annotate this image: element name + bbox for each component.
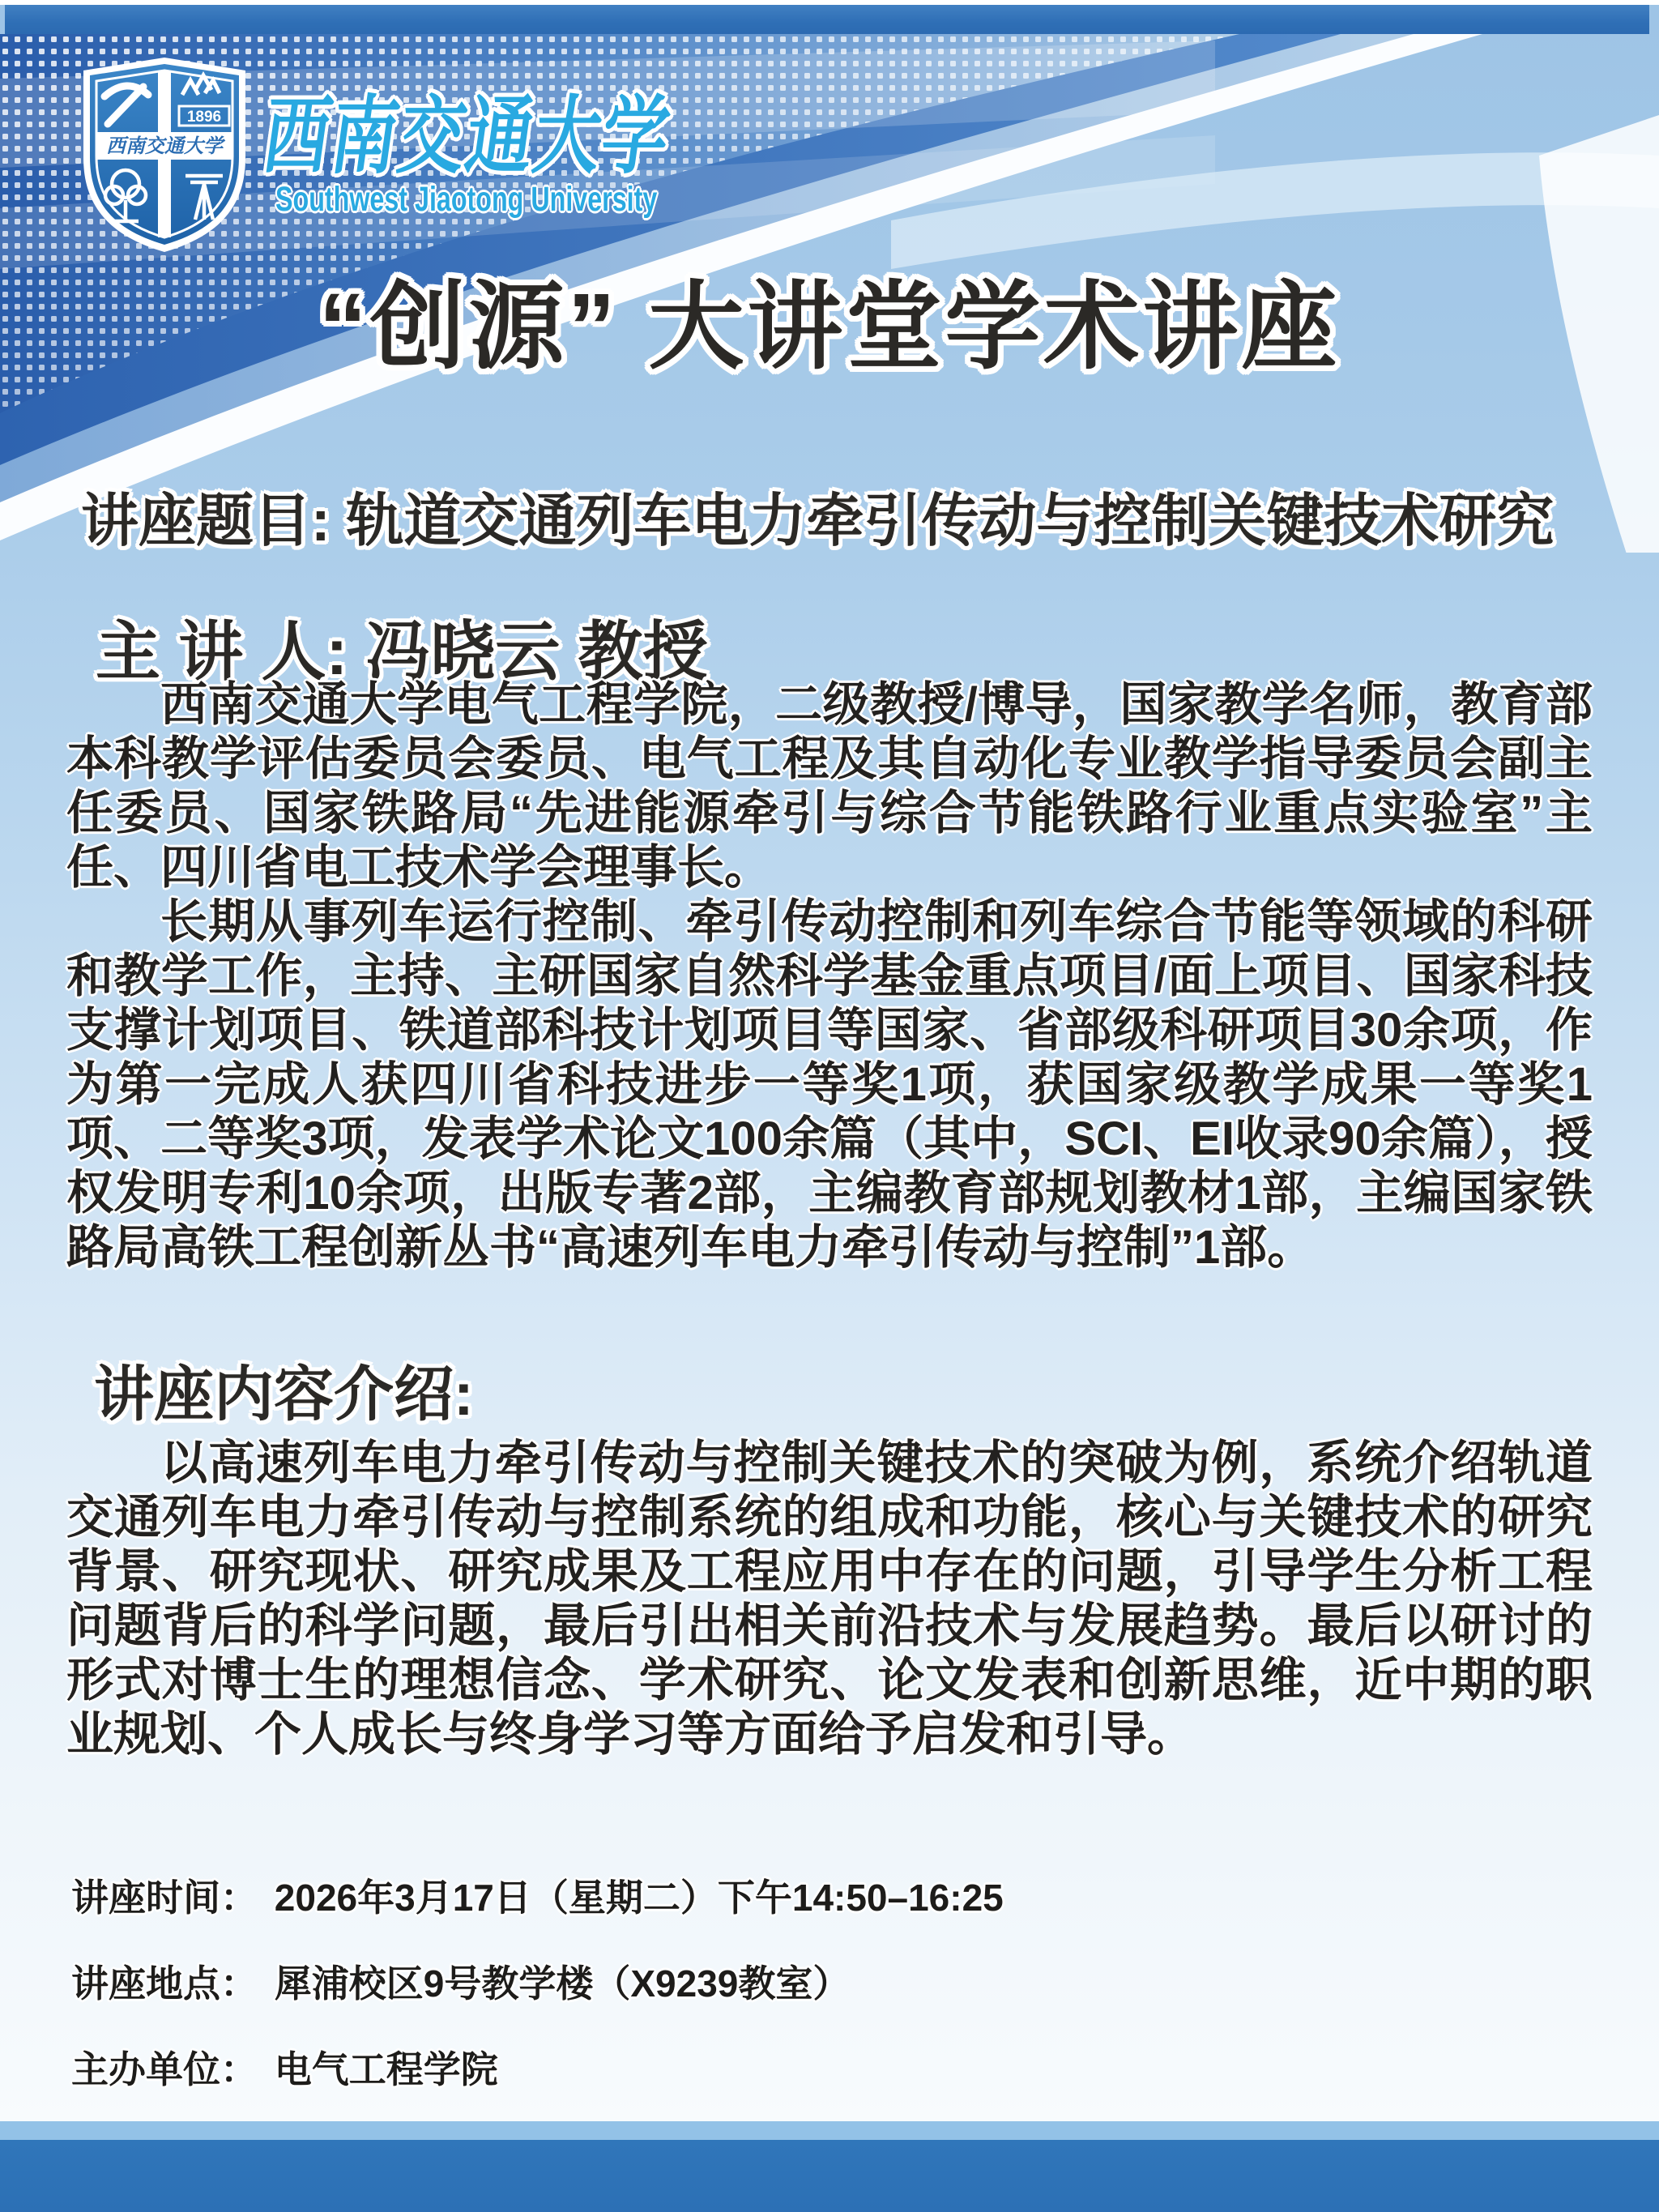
crest-year: 1896	[186, 109, 222, 126]
speaker-label: 主 讲 人:	[96, 616, 348, 688]
time-value: 2026年3月17日（星期二）下午14:50–16:25	[274, 1877, 1004, 1919]
organizer-value: 电气工程学院	[274, 2048, 498, 2090]
detail-row-time	[71, 1868, 1004, 1922]
footer-blue-band	[0, 2140, 1659, 2212]
section-header-content-intro: 讲座内容介绍:	[94, 1360, 474, 1428]
speaker-bio	[66, 677, 1593, 1275]
topic-label: 讲座题目:	[81, 489, 331, 553]
content-paragraph: 以高速列车电力牵引传动与控制关键技术的突破为例，系统介绍轨道交通列车电力牵引传动与控制系统的组成和功能，核心与关键技术的研究背景、研究现状、研究成果及工程应用中存在的问题，引导学生分析工程问题背后的科学问题，最后引出相关前沿技术与发展趋势。最后以研讨的形式对博士生的理想信念、学术研究、论文发表和创新思维，近中期的职业规划、个人成长与终身学习等方面给予启发和引导。	[66, 1437, 1593, 1761]
speaker-name: 冯晓云 教授	[365, 616, 708, 688]
place-value: 犀浦校区9号教学楼（X9239教室）	[274, 1962, 851, 2005]
footer-light-strip	[0, 2121, 1659, 2140]
top-bar	[5, 5, 1649, 34]
place-label: 讲座地点：	[71, 1962, 258, 2005]
bio-paragraph-1: 西南交通大学电气工程学院，二级教授/博导，国家教学名师，教育部本科教学评估委员会委员、电气工程及其自动化专业教学指导委员会副主任委员、国家铁路局“先进能源牵引与综合节能铁路行业重点实验室”主任、四川省电工技术学会理事长。	[66, 678, 1593, 894]
detail-row-place	[71, 1954, 850, 2008]
university-name-en: Southwest Jiaotong University	[275, 180, 658, 219]
page-title: “创源” 大讲堂学术讲座	[318, 274, 1341, 381]
topic-text: 轨道交通列车电力牵引传动与控制关键技术研究	[346, 489, 1555, 553]
lecture-topic-line	[81, 475, 1588, 557]
bio-paragraph-2: 长期从事列车运行控制、牵引传动控制和列车综合节能等领域的科研和教学工作，主持、主研国家自然科学基金重点项目/面上项目、国家科技支撑计划项目、铁道部科技计划项目等国家、省部级科研项目30余项，作为第一完成人获四川省科技进步一等奖1项，获国家级教学成果一等奖1项、二等奖3项，发表学术论文100余篇（其中，SCI、EI收录90余篇），授权发明专利10余项，出版专著2部，主编教育部规划教材1部，主编国家铁路局高铁工程创新丛书“高速列车电力牵引传动与控制”1部。	[66, 895, 1593, 1274]
lecture-content-intro	[66, 1436, 1593, 1761]
university-name-zh: 西南交通大学	[257, 89, 677, 184]
time-label: 讲座时间：	[71, 1877, 258, 1919]
crest-band-text: 西南交通大学	[106, 135, 223, 157]
detail-row-organizer	[71, 2040, 498, 2094]
organizer-label: 主办单位：	[71, 2048, 258, 2090]
